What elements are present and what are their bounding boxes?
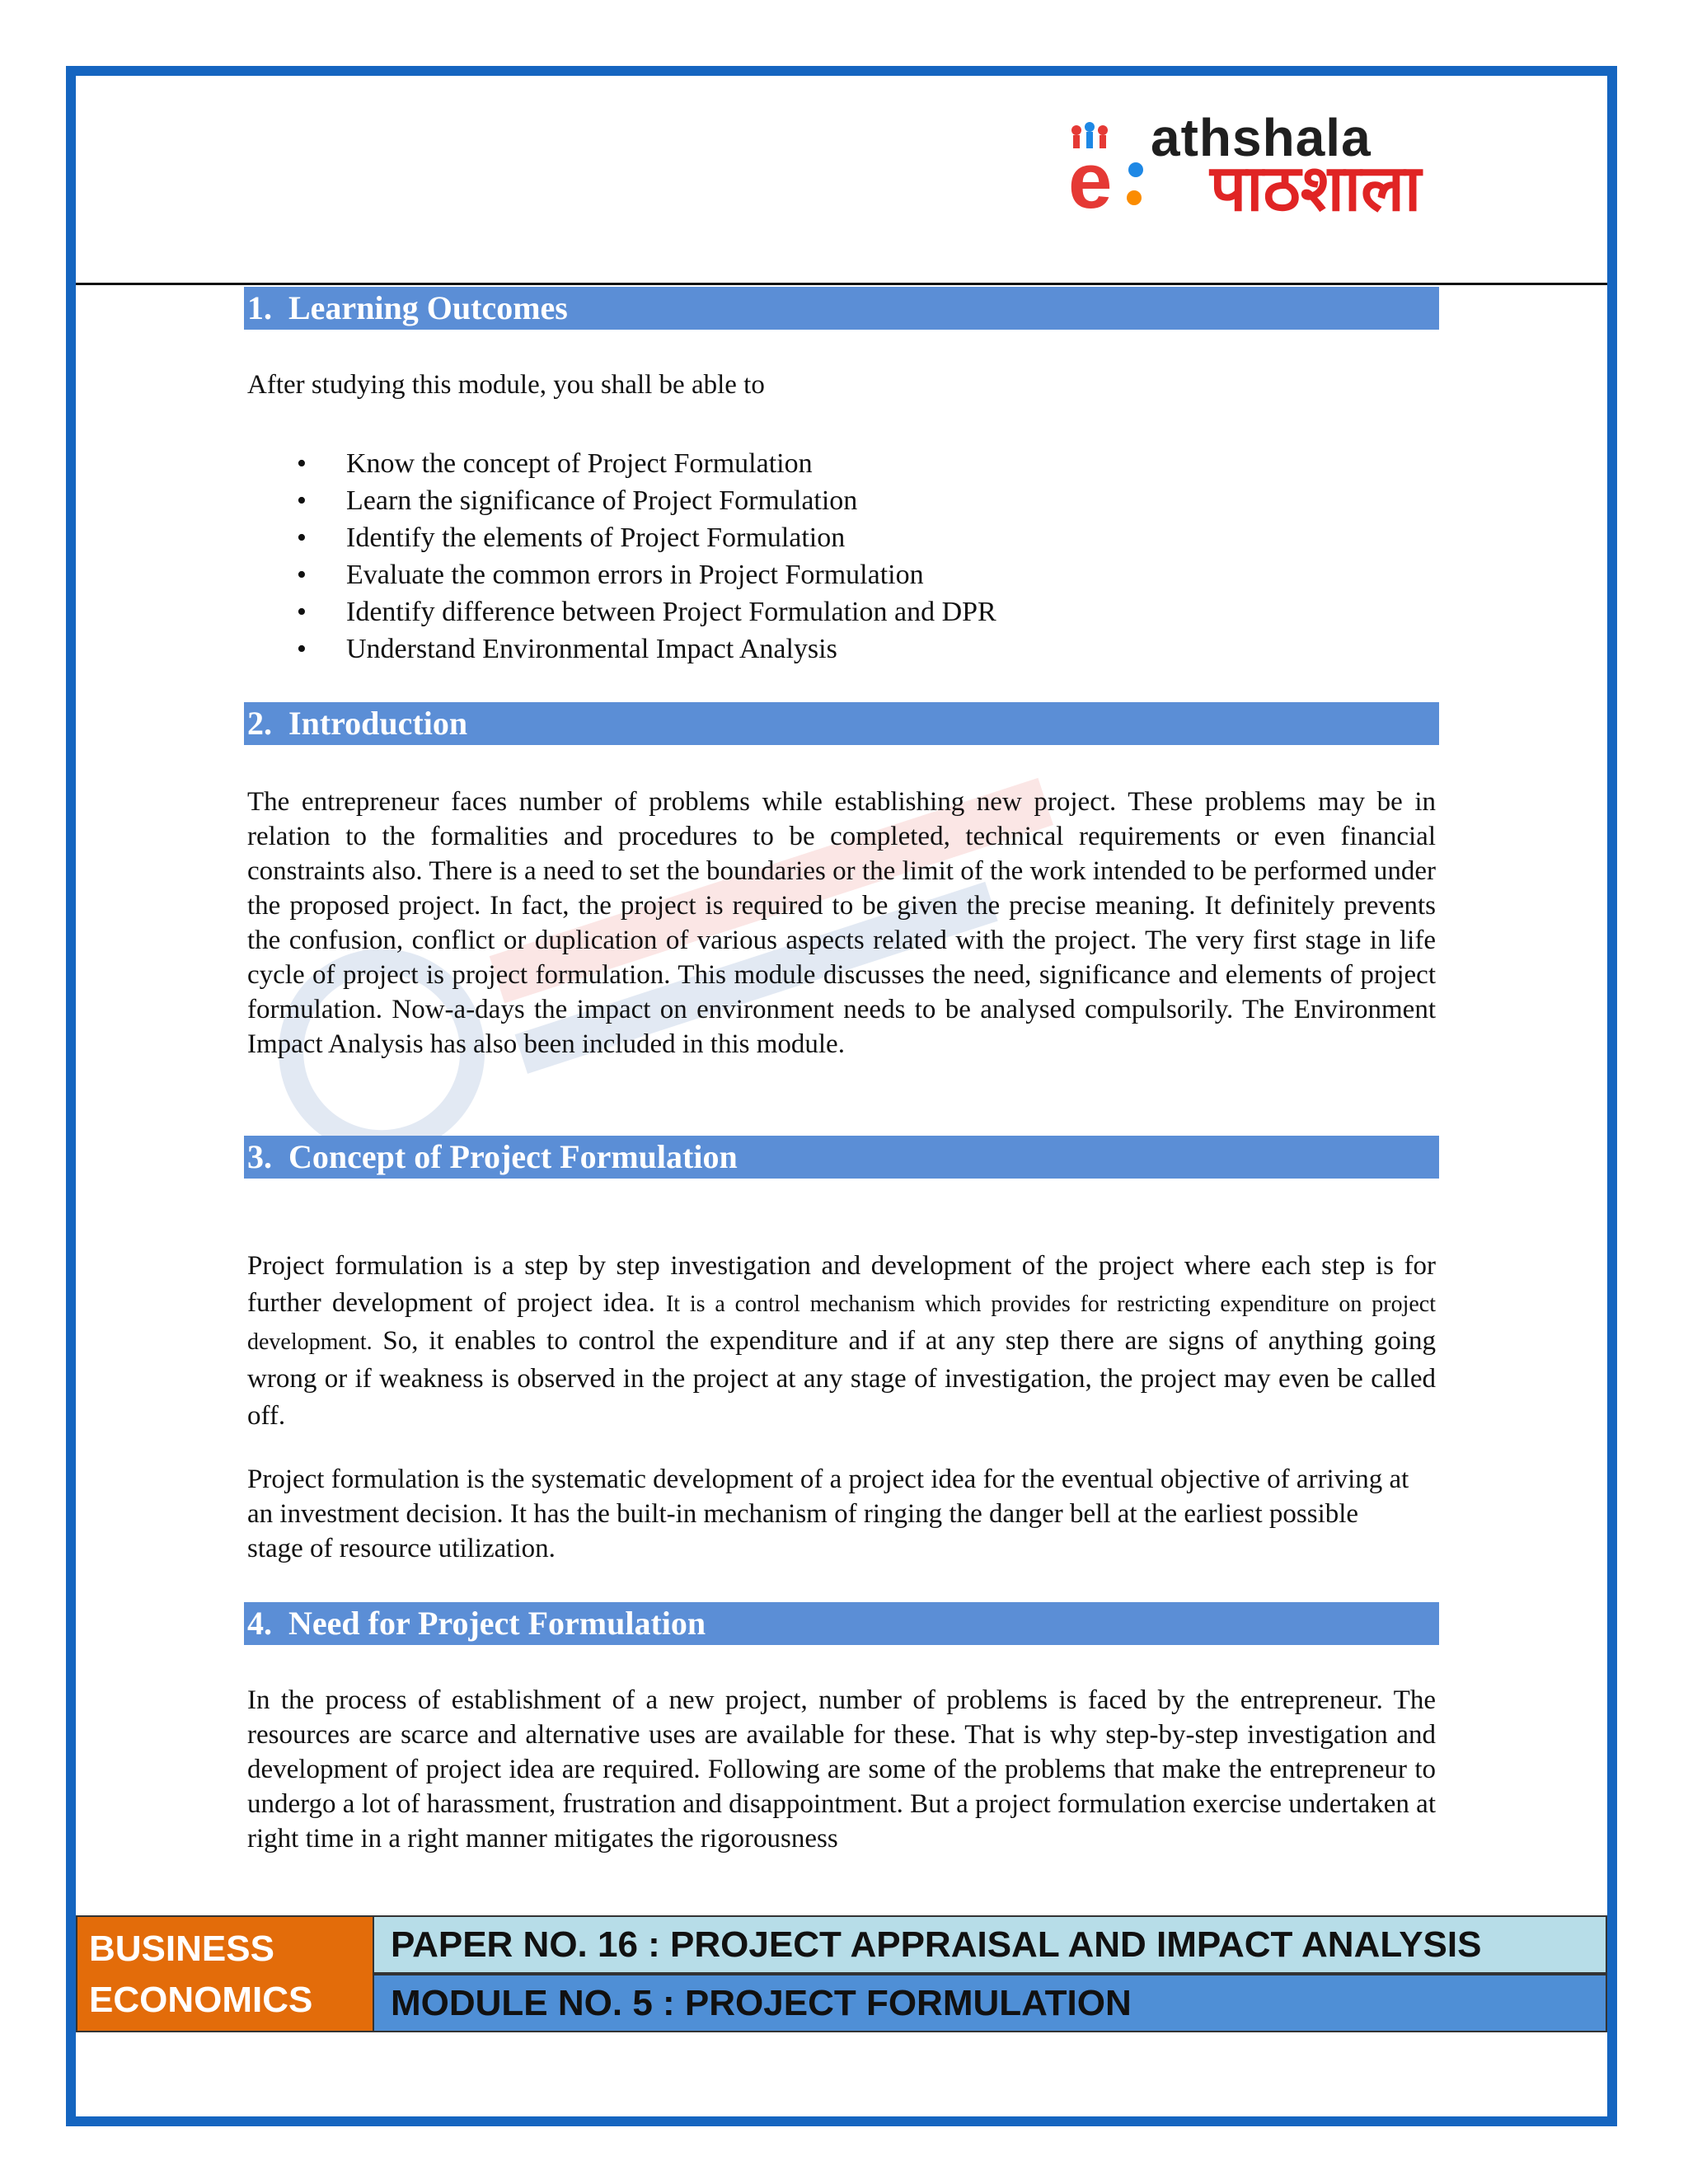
need-paragraph: In the process of establishment of a new project, number of problems is faced by the entrepreneur. The resources are scarce and alternative uses are available for these. That is why step-by-step investigation and development of project idea are required. Following are some of the problems that make the entrepreneur to undergo a lot of harassment, frustration and disappointment. But a project formulation exercise undertaken at right time in a right manner mitigates the rigorousness [247, 1685, 1436, 1854]
concept-text-b: It is a control mechanism which provides for restricting expenditure on project development. [247, 1291, 1436, 1355]
section-number: 4. [247, 1605, 272, 1642]
section-number: 2. [247, 705, 272, 742]
section-title: Concept of Project Formulation [288, 1138, 738, 1175]
section-heading-learning-outcomes [244, 287, 1439, 330]
learning-intro: After studying this module, you shall be able to [247, 370, 765, 400]
section-number: 1. [247, 289, 272, 326]
learning-outcomes-list [297, 445, 996, 668]
subject-cell [76, 1915, 374, 2032]
concept-text-a: Project formulation is a step by step investigation and development of the project where each step is for further development of project idea. [247, 1251, 1436, 1318]
list-item: • Understand Environmental Impact Analysis [297, 630, 996, 668]
concept-text-c: So, it enables to control the expenditure and if at any step there are signs of anything going wrong or if weakness is observed in the project at any stage of investigation, the project may even be called off. [247, 1326, 1437, 1431]
section-title: Need for Project Formulation [288, 1605, 706, 1642]
subject-line-1: BUSINESS [89, 1929, 274, 1969]
section-title: Learning Outcomes [288, 289, 568, 326]
logo-hindi-text: पाठशाला [1210, 152, 1422, 226]
section-heading-need [244, 1602, 1439, 1645]
introduction-paragraph: The entrepreneur faces number of problems while establishing new project. These problems may be in relation to the formalities and procedures to be completed, technical requirements or even financial constraints also. There is a need to set the boundaries or the limit of the work intended to be performed under the proposed project. In fact, the project is required to be given the precise meaning. It definitely prevents the confusion, conflict or duplication of various aspects related with the project. The very first stage in life cycle of project is project formulation. This module discusses the need, significance and elements of project formulation. Now-a-days the impact on environment needs to be analysed compulsorily. The Environment Impact Analysis has also been included in this module. [247, 787, 1436, 1059]
section-heading-introduction [244, 702, 1439, 745]
e-logo-icon [1062, 119, 1152, 218]
svg-text:e: e [1068, 137, 1113, 218]
concept-paragraph-1 [247, 1248, 1436, 1435]
subject-line-2: ECONOMICS [89, 1980, 313, 2020]
header-rule [76, 283, 1607, 285]
section-title: Introduction [288, 705, 468, 742]
logo-latin-text: athshala [1151, 108, 1372, 167]
epathshala-logo [1045, 86, 1540, 251]
list-item: • Know the concept of Project Formulation [297, 445, 996, 482]
list-item: • Identify difference between Project Formulation and DPR [297, 593, 996, 630]
list-item: • Identify the elements of Project Formulation [297, 519, 996, 556]
section-number: 3. [247, 1138, 272, 1175]
list-item: • Learn the significance of Project Formulation [297, 482, 996, 519]
concept-paragraph-2: Project formulation is the systematic development of a project idea for the eventual objective of arriving at an investment decision. It has the built-in mechanism of ringing the danger bell at the earliest possible stage of resource utilization. [247, 1465, 1409, 1563]
section-heading-concept [244, 1136, 1439, 1179]
module-cell: MODULE NO. 5 : PROJECT FORMULATION [374, 1974, 1607, 2032]
list-item: • Evaluate the common errors in Project Formulation [297, 556, 996, 593]
footer-table [76, 1915, 1607, 2032]
paper-cell: PAPER NO. 16 : PROJECT APPRAISAL AND IMPACT ANALYSIS [374, 1915, 1607, 1974]
